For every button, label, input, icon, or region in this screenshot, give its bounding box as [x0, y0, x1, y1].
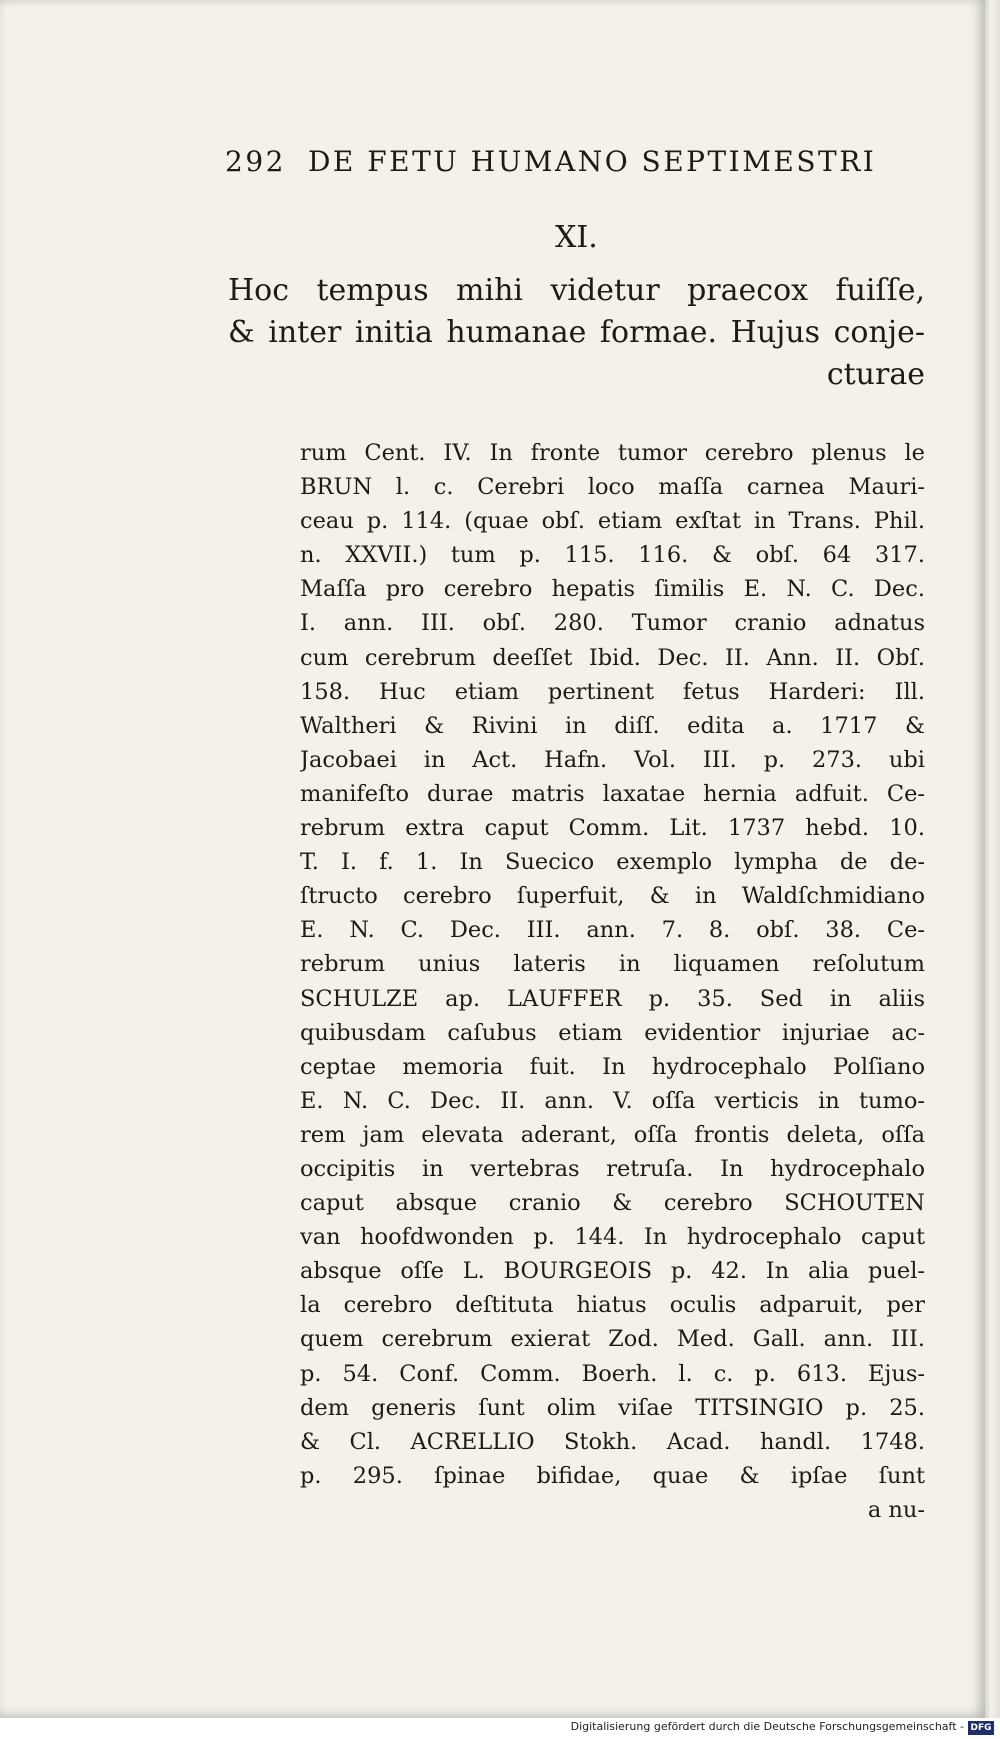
note-line: rum Cent. IV. In fronte tumor cerebro plenus le	[300, 440, 925, 466]
body-line: Hoc tempus mihi videtur praecox fuiſſe,	[228, 273, 925, 308]
note-line: SCHULZE ap. LAUFFER p. 35. Sed in aliis	[300, 985, 925, 1012]
note-line: & Cl. ACRELLIO Stokh. Acad. handl. 1748.	[300, 1428, 925, 1455]
note-line-catchword: a nu-	[867, 1496, 925, 1523]
note-line: absque oſſe L. BOURGEOIS p. 42. In alia puel-	[300, 1258, 925, 1285]
note-line: n. XXVII.) tum p. 115. 116. & obſ. 64 317.	[300, 542, 925, 569]
body-line-catchword: cturae	[826, 357, 925, 392]
note-line: p. 54. Conf. Comm. Boerh. l. c. p. 613. Ejus-	[300, 1360, 925, 1387]
note-line: Maſſa pro cerebro hepatis ſimilis E. N. C. Dec.	[300, 576, 925, 603]
note-line: E. N. C. Dec. II. ann. V. oſſa verticis in tumo-	[300, 1087, 925, 1114]
note-line: ceptae memoria fuit. In hydrocephalo Polſiano	[300, 1053, 925, 1080]
page-number: 292	[225, 145, 286, 178]
note-line: T. I. f. 1. In Suecico exemplo lympha de de-	[300, 849, 925, 876]
note-line: manifeſto durae matris laxatae hernia adfuit. Ce-	[300, 780, 925, 807]
note-line: caput absque cranio & cerebro SCHOUTEN	[300, 1190, 925, 1217]
note-line: cum cerebrum deeſſet Ibid. Dec. II. Ann. II. Obſ.	[300, 644, 925, 671]
note-line: p. 295. ſpinae bifidae, quae & ipſae ſunt	[300, 1462, 925, 1489]
note-line: I. ann. III. obſ. 280. Tumor cranio adnatus	[300, 610, 925, 637]
next-page-edge	[985, 0, 1000, 1718]
note-line: rebrum unius lateris in liquamen reſolutum	[300, 951, 925, 978]
note-line: van hoofdwonden p. 144. In hydrocephalo caput	[300, 1224, 925, 1251]
dfg-logo: DFG	[968, 1721, 994, 1735]
running-head	[225, 145, 925, 178]
note-line: quem cerebrum exierat Zod. Med. Gall. ann. III.	[300, 1326, 925, 1353]
body-text	[228, 270, 925, 396]
running-title: DE FETU HUMANO SEPTIMESTRI	[307, 145, 877, 178]
footer-credit: Digitalisierung gefördert durch die Deutsche Forschungsgemeinschaft -	[570, 1720, 964, 1733]
footnotes	[300, 436, 925, 1527]
note-line: Waltheri & Rivini in diſſ. edita a. 1717 &	[300, 712, 925, 739]
note-line: dem generis ſunt olim viſae TITSINGIO p. 25.	[300, 1394, 925, 1421]
note-line: ſtructo cerebro ſuperfuit, & in Waldſchmidiano	[300, 883, 925, 910]
note-line: E. N. C. Dec. III. ann. 7. 8. obſ. 38. Ce-	[300, 917, 925, 944]
note-line: rem jam elevata aderant, oſſa frontis deleta, oſſa	[300, 1121, 925, 1148]
section-numeral: XI.	[555, 220, 598, 255]
note-line: quibusdam caſubus etiam evidentior injuriae ac-	[300, 1019, 925, 1046]
note-line: la cerebro deſtituta hiatus oculis adparuit, per	[300, 1292, 925, 1319]
note-line: occipitis in vertebras retruſa. In hydrocephalo	[300, 1155, 925, 1182]
footer-bar	[0, 1718, 1000, 1739]
note-line: BRUN l. c. Cerebri loco maſſa carnea Mauri-	[300, 474, 925, 501]
note-line: 158. Huc etiam pertinent fetus Harderi: Ill.	[300, 678, 925, 705]
note-line: Jacobaei in Act. Hafn. Vol. III. p. 273. ubi	[300, 746, 925, 773]
note-line: rebrum extra caput Comm. Lit. 1737 hebd. 10.	[300, 815, 925, 842]
body-line: & inter initia humanae formae. Hujus conje-	[228, 315, 925, 350]
note-line: ceau p. 114. (quae obſ. etiam exſtat in Trans. Phil.	[300, 508, 925, 535]
